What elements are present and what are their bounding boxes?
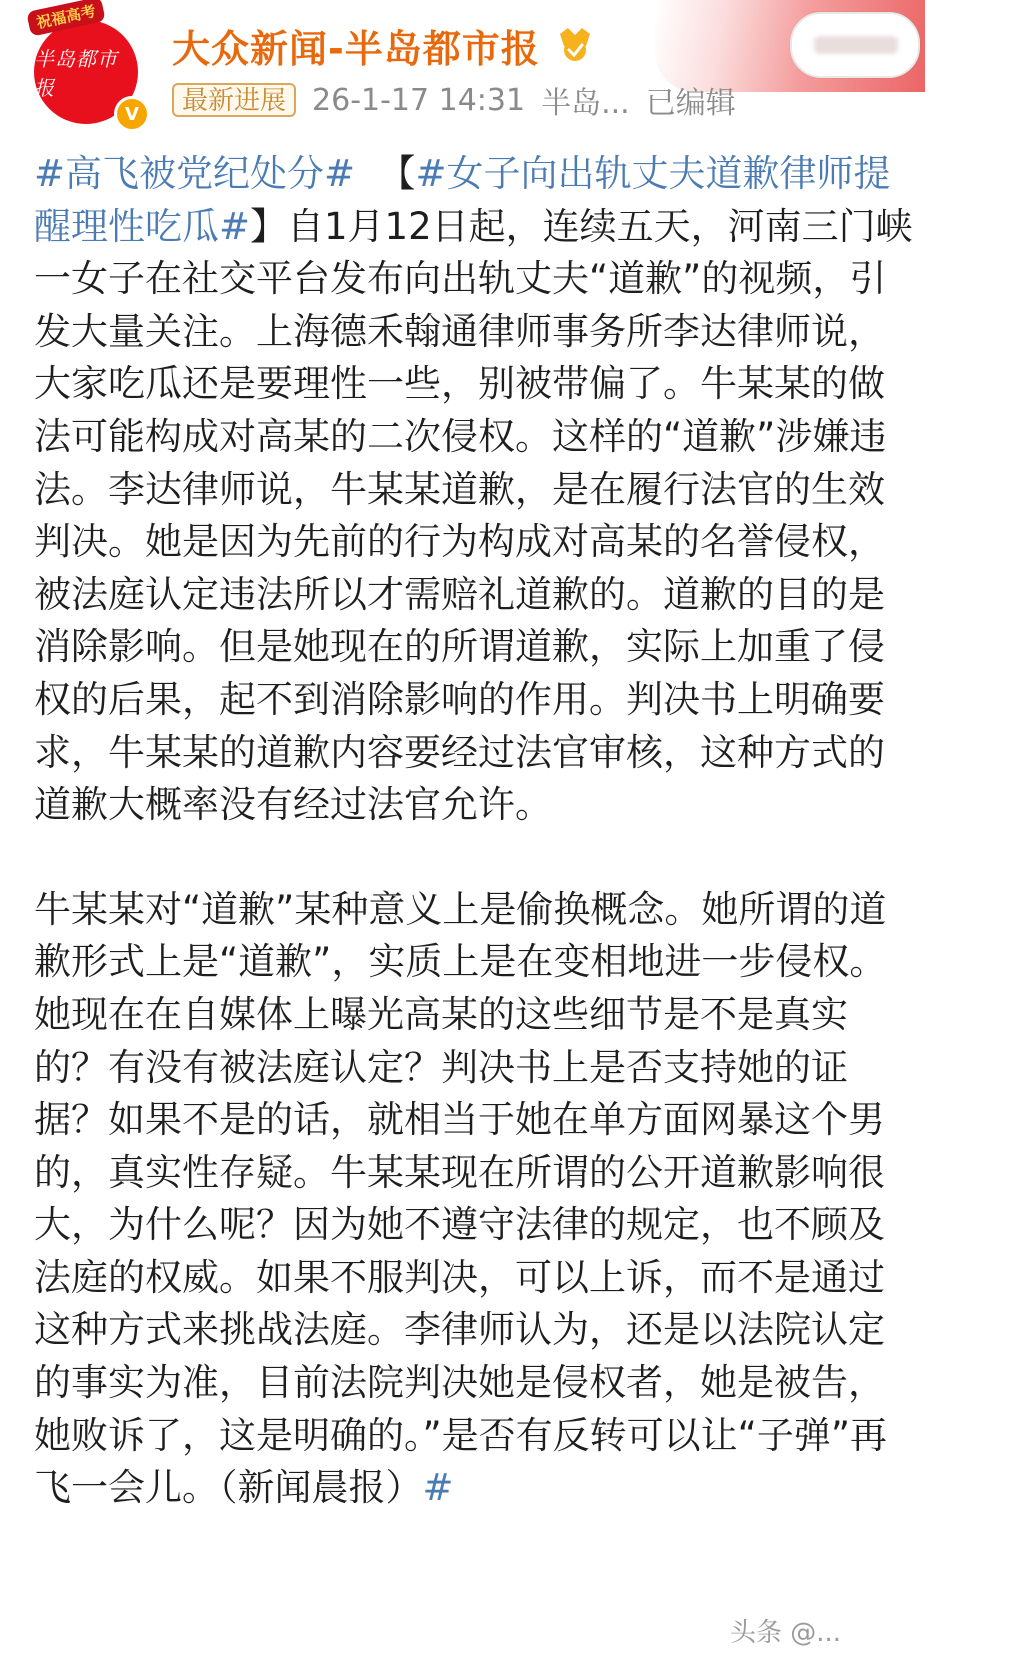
avatar-logo-text: 半岛都市报 <box>34 47 118 100</box>
avatar[interactable] <box>34 1 144 125</box>
paragraph-2-text: 牛某某对“道歉”某种意义上是偷换概念。她所谓的道歉形式上是“道歉”，实质上是在变相地进一步侵权。她现在在自媒体上曝光高某的这些细节是不是真实的？有没有被法庭认定？判决书上是否支持她的证据？如果不是的话，就相当于她在单方面网暴这个男的，真实性存疑。牛某某现在所谓的公开道歉影响很大，为什么呢？因为她不遵守法律的规定，也不顾及法庭的权威。如果不服判决，可以上诉，而不是通过这种方式来挑战法庭。李律师认为，还是以法院认定的事实为准，目前法院判决她是侵权者，她是被告，她败诉了，这是明确的。”是否有反转可以让“子弹”再飞一会儿。（新闻晨报） <box>34 887 888 1510</box>
timestamp: 26-1-17 14:31 <box>312 82 526 118</box>
latest-progress-tag[interactable]: 最新进展 <box>172 83 296 117</box>
watermark: 头条 @... <box>730 1618 842 1648</box>
medal-icon[interactable] <box>556 26 594 64</box>
verified-badge-icon: V <box>114 96 150 132</box>
account-name[interactable]: 大众新闻-半岛都市报 <box>172 27 540 71</box>
hashtag-link[interactable]: #高飞被党纪处分# <box>34 152 356 195</box>
source: 半岛... <box>541 86 630 121</box>
follow-button[interactable] <box>790 12 920 78</box>
paragraph-1-text: 自1月12日起，连续五天，河南三门峡一女子在社交平台发布向出轨丈夫“道歉”的视频，引发大量关注。上海德禾翰通律师事务所李达律师说，大家吃瓜还是要理性一些，别被带偏了。牛某某的做法可能构成对高某的二次侵权。这样的“道歉”涉嫌违法。李达律师说，牛某某道歉，是在履行法官的生效判决。她是因为先前的行为构成对高某的名誉侵权，被法庭认定违法所以才需赔礼道歉的。道歉的目的是消除影响。但是她现在的所谓道歉，实际上加重了侵权的后果，起不到消除影响的作用。判决书上明确要求，牛某某的道歉内容要经过法官审核，这种方式的道歉大概率没有经过法官允许。 <box>34 204 913 827</box>
paragraph-1 <box>34 148 914 832</box>
bracket-open: 【 <box>378 152 416 195</box>
post-header <box>0 0 1020 140</box>
post-body <box>34 148 914 1515</box>
hashtag-link[interactable]: # <box>422 1466 454 1510</box>
post-meta <box>172 80 736 120</box>
hashtag-link[interactable]: #女子向出轨丈夫道歉律师提醒理性吃瓜# <box>34 152 891 248</box>
paragraph-2 <box>34 884 914 1515</box>
follow-button-blurred-label <box>814 36 898 54</box>
paragraph-spacer <box>34 832 914 884</box>
edited-label[interactable]: 已编辑 <box>645 86 736 121</box>
bracket-close: 】 <box>250 204 288 248</box>
avatar-banner: 祝福高考 <box>26 0 106 37</box>
